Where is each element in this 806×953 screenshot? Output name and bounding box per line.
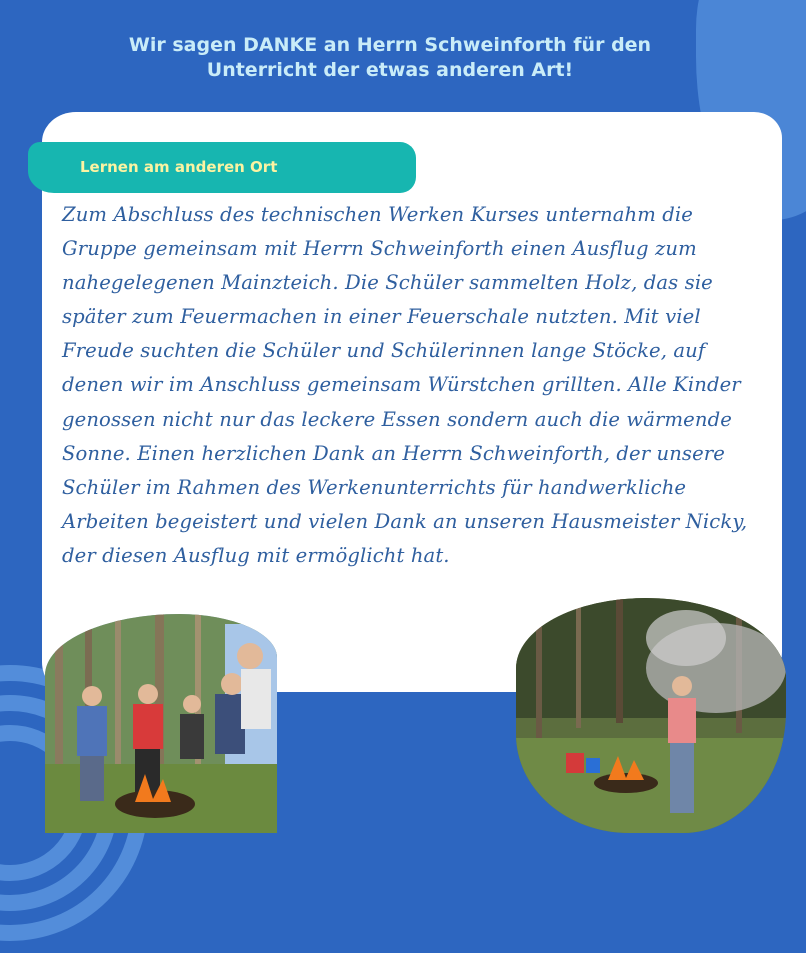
page-title-line-2: Unterricht der etwas anderen Art! — [206, 59, 574, 81]
photo-girl-at-fire-pit — [516, 598, 786, 833]
page-title — [70, 33, 710, 83]
page-title-line-1: Wir sagen DANKE an Herrn Schweinforth für den — [128, 34, 652, 56]
article-text: Zum Abschluss des technischen Werken Kurses unternahm die Gruppe gemeinsam mit Herrn Schweinforth einen Ausflug zum nahegelegenen Mainzteich. Die Schüler sammelten Holz, das sie später zum Feuermachen in einer Feuerschale nutzten. Mit viel Freude suchten die Schüler und Schülerinnen lange Stöcke, auf denen wir im Anschluss gemeinsam Würstchen grillten. Alle Kinder genossen nicht nur das leckere Essen sondern auch die wärmende Sonne. Einen herzlichen Dank an Herrn Schweinforth, der unsere Schüler im Rahmen des Werkenunterrichts für handwerkliche Arbeiten begeistert und vielen Dank an unseren Hausmeister Nicky, der diesen Ausflug mit ermöglicht hat. — [62, 203, 748, 567]
photo-children-grilling — [45, 614, 277, 833]
section-tag-label: Lernen am anderen Ort — [80, 158, 278, 176]
